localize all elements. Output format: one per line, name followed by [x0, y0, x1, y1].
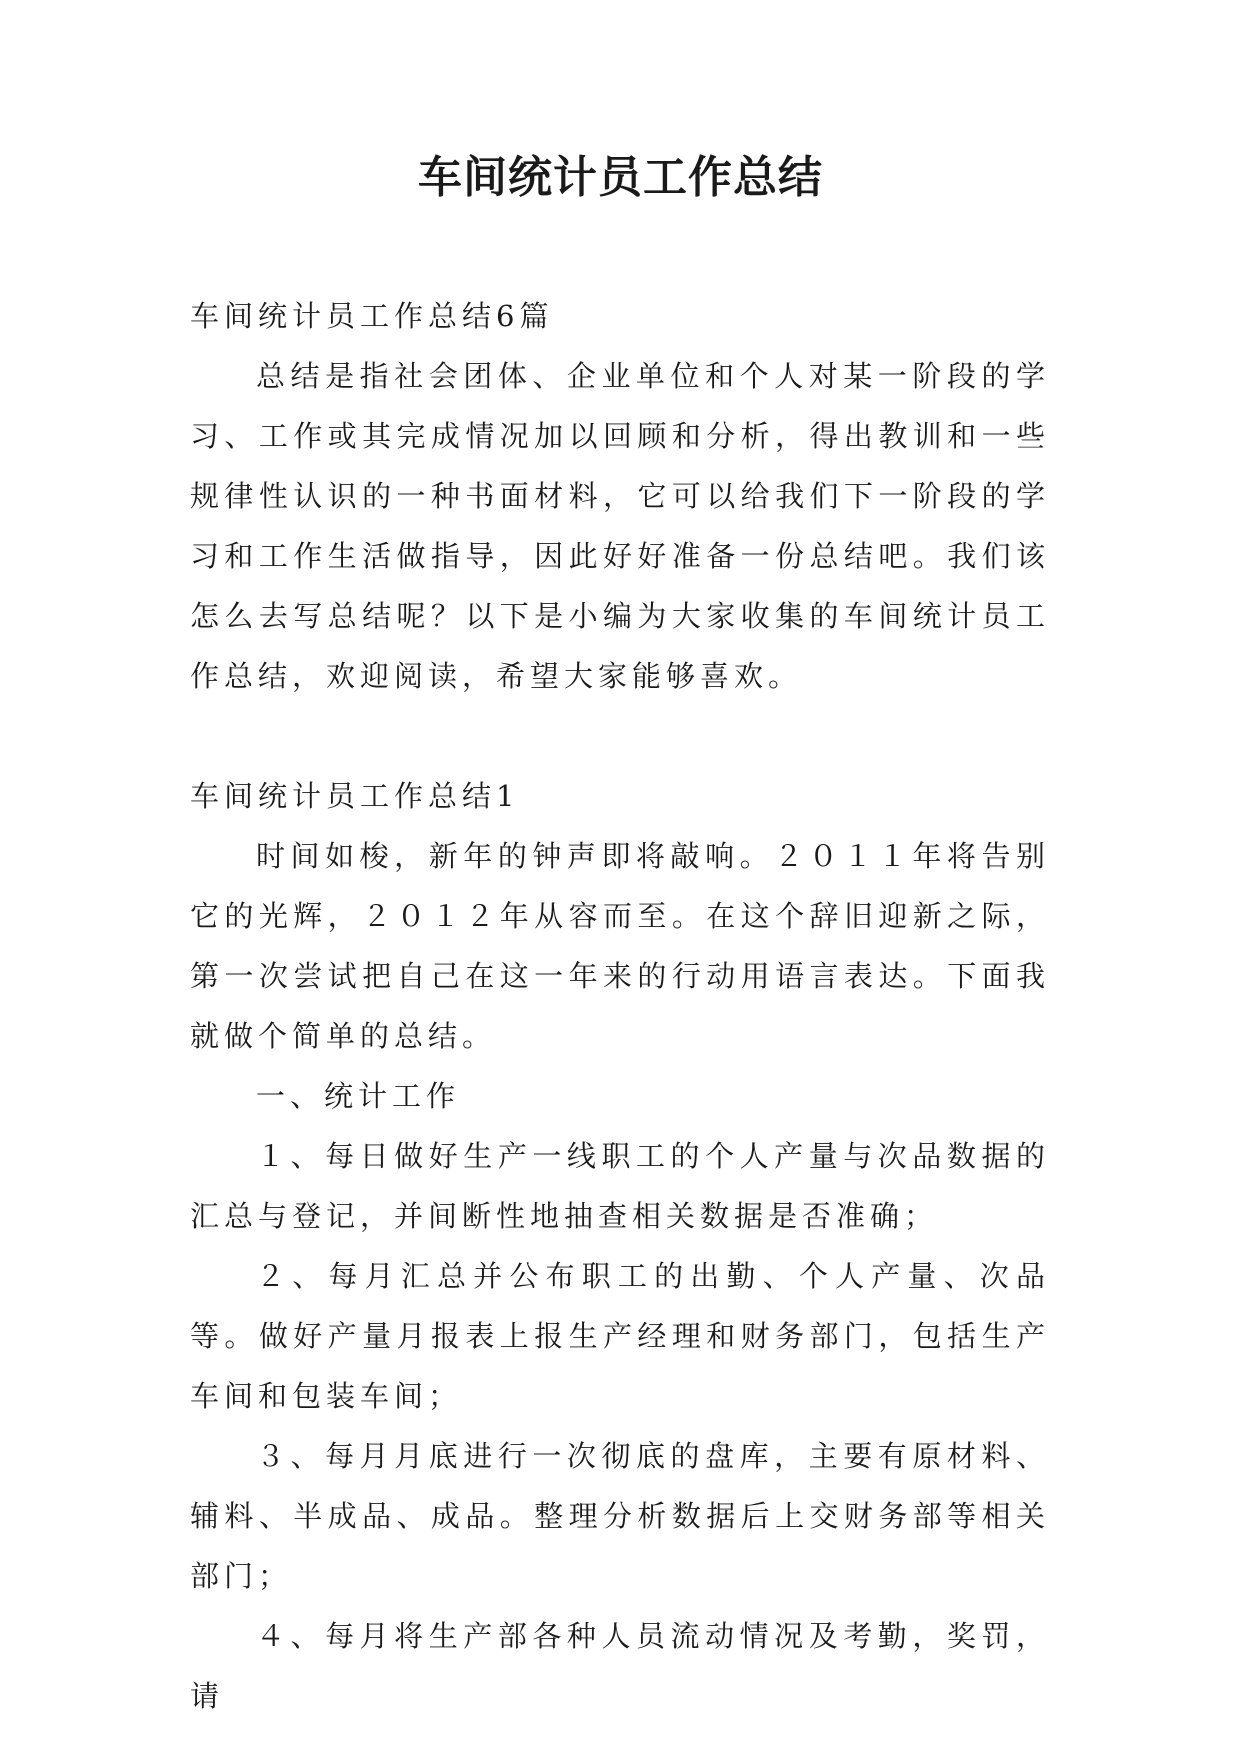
- list-item-2: ２、每月汇总并公布职工的出勤、个人产量、次品等。做好产量月报表上报生产经理和财务部门，包括生产车间和包装车间；: [190, 1259, 1050, 1413]
- list-item-4: ４、每月将生产部各种人员流动情况及考勤，奖罚，请: [190, 1619, 1050, 1713]
- section-heading: 车间统计员工作总结1: [190, 779, 520, 813]
- document-title: 车间统计员工作总结: [418, 152, 823, 203]
- intro-paragraph: 总结是指社会团体、企业单位和个人对某一阶段的学习、工作或其完成情况加以回顾和分析，得出教训和一些规律性认识的一种书面材料，它可以给我们下一阶段的学习和工作生活做指导，因此好好准备一份总结吧。我们该怎么去写总结呢？以下是小编为大家收集的车间统计员工作总结，欢迎阅读，希望大家能够喜欢。: [190, 359, 1050, 693]
- list-item-3: ３、每月月底进行一次彻底的盘库，主要有原材料、辅料、半成品、成品。整理分析数据后上交财务部等相关部门；: [190, 1439, 1050, 1593]
- sub-heading: 一、统计工作: [256, 1079, 461, 1113]
- list-item-1: １、每日做好生产一线职工的个人产量与次品数据的汇总与登记，并间断性地抽查相关数据是否准确；: [190, 1139, 1050, 1233]
- document-body: [190, 286, 1050, 1726]
- document-subtitle: 车间统计员工作总结6篇: [190, 299, 554, 333]
- paragraph-gap: [190, 706, 1050, 766]
- section-paragraph: 时间如梭，新年的钟声即将敲响。２０１１年将告别它的光辉，２０１２年从容而至。在这个辞旧迎新之际，第一次尝试把自己在这一年来的行动用语言表达。下面我就做个简单的总结。: [190, 839, 1050, 1053]
